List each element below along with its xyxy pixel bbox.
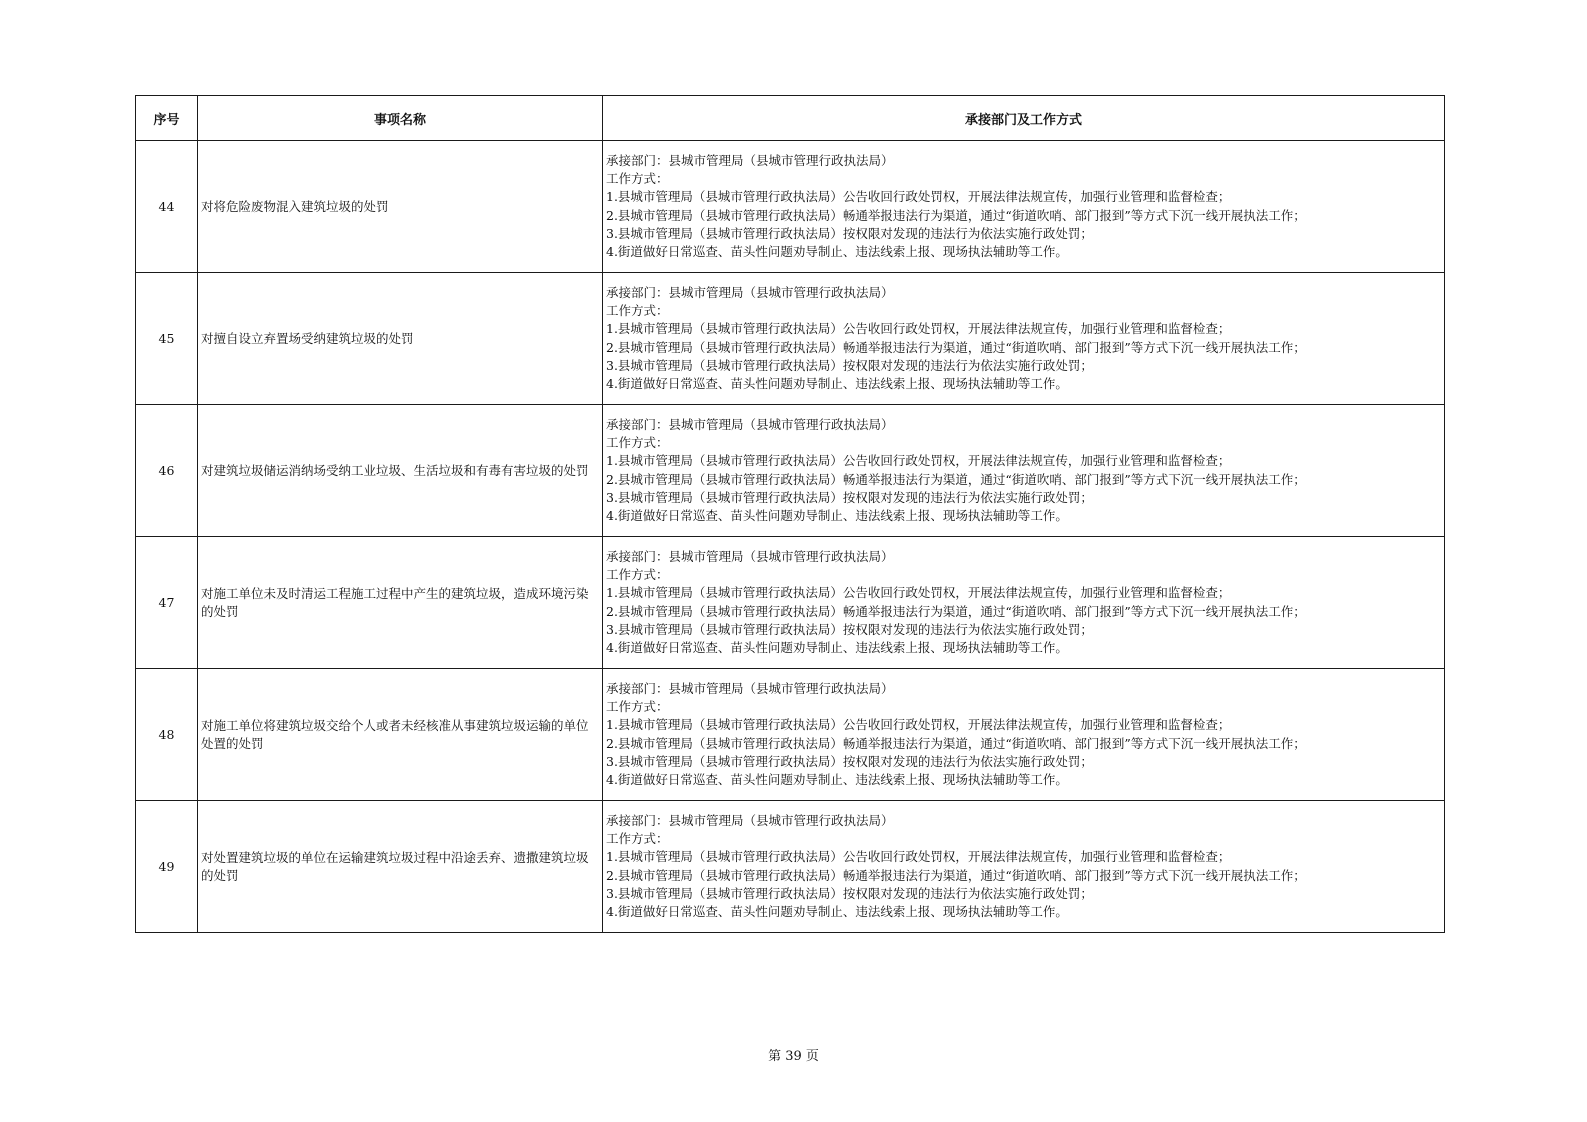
method-line: 4.街道做好日常巡查、苗头性问题劝导制止、违法线索上报、现场执法辅助等工作。: [606, 375, 1068, 391]
table-row: [136, 405, 1445, 537]
method-line: 工作方式：: [606, 567, 669, 583]
method-line: 承接部门：县城市管理局（县城市管理行政执法局）: [606, 812, 894, 828]
method-line: 工作方式：: [606, 303, 669, 319]
method-line: 工作方式：: [606, 699, 669, 715]
row-seq: 44: [136, 141, 198, 273]
table-row: [136, 537, 1445, 669]
table-row: [136, 801, 1445, 933]
method-line: 1.县城市管理局（县城市管理行政执法局）公告收回行政处罚权，开展法律法规宣传，加强行业管理和监督检查；: [606, 453, 1231, 469]
row-matter-name: 对施工单位将建筑垃圾交给个人或者未经核准从事建筑垃圾运输的单位处置的处罚: [198, 669, 603, 801]
table-body: [136, 141, 1445, 933]
row-dept-method: [603, 801, 1445, 933]
method-line: 1.县城市管理局（县城市管理行政执法局）公告收回行政处罚权，开展法律法规宣传，加强行业管理和监督检查；: [606, 189, 1231, 205]
method-line: 承接部门：县城市管理局（县城市管理行政执法局）: [606, 284, 894, 300]
table-row: [136, 273, 1445, 405]
row-matter-name: 对擅自设立弃置场受纳建筑垃圾的处罚: [198, 273, 603, 405]
row-matter-name: 对处置建筑垃圾的单位在运输建筑垃圾过程中沿途丢弃、遗撒建筑垃圾的处罚: [198, 801, 603, 933]
method-line: 1.县城市管理局（县城市管理行政执法局）公告收回行政处罚权，开展法律法规宣传，加强行业管理和监督检查；: [606, 717, 1231, 733]
header-name: 事项名称: [198, 96, 603, 141]
method-line: 3.县城市管理局（县城市管理行政执法局）按权限对发现的违法行为依法实施行政处罚；: [606, 753, 1093, 769]
method-line: 2.县城市管理局（县城市管理行政执法局）畅通举报违法行为渠道，通过“街道吹哨、部门报到”等方式下沉一线开展执法工作；: [606, 471, 1306, 487]
method-line: 2.县城市管理局（县城市管理行政执法局）畅通举报违法行为渠道，通过“街道吹哨、部门报到”等方式下沉一线开展执法工作；: [606, 603, 1306, 619]
method-line: 1.县城市管理局（县城市管理行政执法局）公告收回行政处罚权，开展法律法规宣传，加强行业管理和监督检查；: [606, 849, 1231, 865]
method-line: 承接部门：县城市管理局（县城市管理行政执法局）: [606, 416, 894, 432]
method-line: 承接部门：县城市管理局（县城市管理行政执法局）: [606, 152, 894, 168]
row-dept-method: [603, 141, 1445, 273]
row-dept-method: [603, 537, 1445, 669]
method-line: 3.县城市管理局（县城市管理行政执法局）按权限对发现的违法行为依法实施行政处罚；: [606, 621, 1093, 637]
table-header-row: [136, 96, 1445, 141]
header-seq: 序号: [136, 96, 198, 141]
row-matter-name: 对施工单位未及时清运工程施工过程中产生的建筑垃圾，造成环境污染的处罚: [198, 537, 603, 669]
method-line: 2.县城市管理局（县城市管理行政执法局）畅通举报违法行为渠道，通过“街道吹哨、部门报到”等方式下沉一线开展执法工作；: [606, 867, 1306, 883]
method-line: 3.县城市管理局（县城市管理行政执法局）按权限对发现的违法行为依法实施行政处罚；: [606, 357, 1093, 373]
method-line: 3.县城市管理局（县城市管理行政执法局）按权限对发现的违法行为依法实施行政处罚；: [606, 885, 1093, 901]
row-seq: 46: [136, 405, 198, 537]
method-line: 工作方式：: [606, 831, 669, 847]
method-line: 工作方式：: [606, 435, 669, 451]
method-line: 工作方式：: [606, 171, 669, 187]
row-seq: 49: [136, 801, 198, 933]
method-line: 承接部门：县城市管理局（县城市管理行政执法局）: [606, 548, 894, 564]
header-method: 承接部门及工作方式: [603, 96, 1445, 141]
method-line: 2.县城市管理局（县城市管理行政执法局）畅通举报违法行为渠道，通过“街道吹哨、部门报到”等方式下沉一线开展执法工作；: [606, 735, 1306, 751]
page-number: 第 39 页: [768, 1049, 819, 1064]
method-line: 4.街道做好日常巡查、苗头性问题劝导制止、违法线索上报、现场执法辅助等工作。: [606, 507, 1068, 523]
method-line: 4.街道做好日常巡查、苗头性问题劝导制止、违法线索上报、现场执法辅助等工作。: [606, 771, 1068, 787]
table-row: [136, 141, 1445, 273]
row-matter-name: 对将危险废物混入建筑垃圾的处罚: [198, 141, 603, 273]
method-line: 2.县城市管理局（县城市管理行政执法局）畅通举报违法行为渠道，通过“街道吹哨、部门报到”等方式下沉一线开展执法工作；: [606, 339, 1306, 355]
method-line: 1.县城市管理局（县城市管理行政执法局）公告收回行政处罚权，开展法律法规宣传，加强行业管理和监督检查；: [606, 321, 1231, 337]
table-row: [136, 669, 1445, 801]
method-line: 4.街道做好日常巡查、苗头性问题劝导制止、违法线索上报、现场执法辅助等工作。: [606, 903, 1068, 919]
row-matter-name: 对建筑垃圾储运消纳场受纳工业垃圾、生活垃圾和有毒有害垃圾的处罚: [198, 405, 603, 537]
method-line: 3.县城市管理局（县城市管理行政执法局）按权限对发现的违法行为依法实施行政处罚；: [606, 489, 1093, 505]
document-table-wrapper: [135, 95, 1444, 933]
row-dept-method: [603, 405, 1445, 537]
row-seq: 48: [136, 669, 198, 801]
method-line: 4.街道做好日常巡查、苗头性问题劝导制止、违法线索上报、现场执法辅助等工作。: [606, 639, 1068, 655]
row-seq: 45: [136, 273, 198, 405]
row-seq: 47: [136, 537, 198, 669]
method-line: 4.街道做好日常巡查、苗头性问题劝导制止、违法线索上报、现场执法辅助等工作。: [606, 243, 1068, 259]
method-line: 1.县城市管理局（县城市管理行政执法局）公告收回行政处罚权，开展法律法规宣传，加强行业管理和监督检查；: [606, 585, 1231, 601]
method-line: 3.县城市管理局（县城市管理行政执法局）按权限对发现的违法行为依法实施行政处罚；: [606, 225, 1093, 241]
row-dept-method: [603, 273, 1445, 405]
method-line: 承接部门：县城市管理局（县城市管理行政执法局）: [606, 680, 894, 696]
matters-table: [135, 95, 1445, 933]
method-line: 2.县城市管理局（县城市管理行政执法局）畅通举报违法行为渠道，通过“街道吹哨、部门报到”等方式下沉一线开展执法工作；: [606, 207, 1306, 223]
row-dept-method: [603, 669, 1445, 801]
